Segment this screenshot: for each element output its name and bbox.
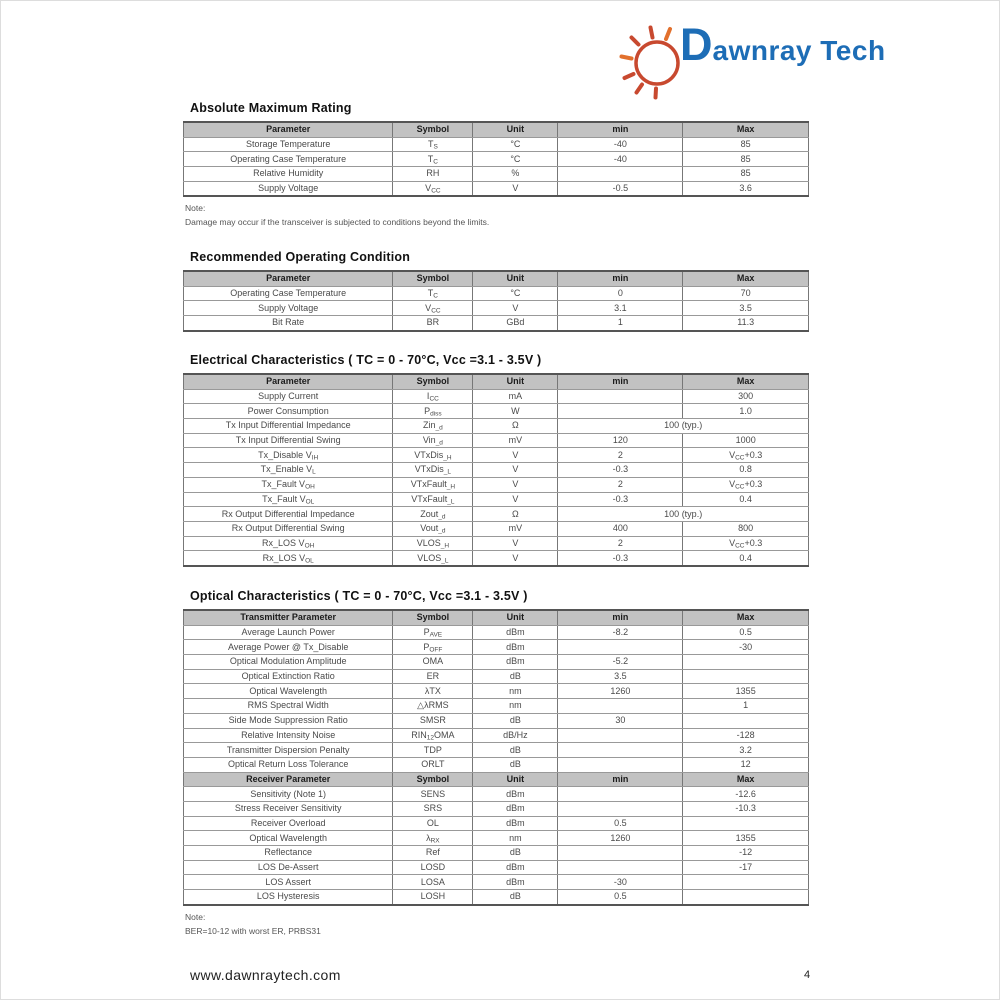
column-header: Symbol (393, 610, 473, 625)
table-row (184, 507, 809, 522)
column-header: min (558, 374, 683, 389)
column-header: min (558, 122, 683, 137)
table-cell: Vout$_{\_d}$ (393, 521, 473, 536)
table-cell: 2 (558, 477, 683, 492)
table-row (184, 757, 809, 772)
table-row (184, 640, 809, 655)
table-cell: -12.6 (683, 787, 809, 802)
table-cell: nm (473, 831, 558, 846)
table-cell: -10.3 (683, 801, 809, 816)
section-optical-characteristics (183, 589, 809, 938)
note-text: BER=10-12 with worst ER, PRBS31 (185, 925, 321, 936)
table-cell (558, 743, 683, 758)
table-cell: dB (473, 757, 558, 772)
column-header: Transmitter Parameter (184, 610, 393, 625)
table-row (184, 404, 809, 419)
table-cell: °C (473, 137, 558, 152)
table-cell: V (473, 551, 558, 566)
table-cell: dBm (473, 816, 558, 831)
table-cell (558, 167, 683, 182)
table-cell: $VLOS_{\_L}$ (393, 551, 473, 566)
table-cell (683, 669, 809, 684)
column-header: Receiver Parameter (184, 772, 393, 787)
section-recommended-operating-condition (183, 250, 809, 332)
table-cell (683, 816, 809, 831)
table-cell: Rx_LOS $V_{OH}$ (184, 536, 393, 551)
table-cell: -17 (683, 860, 809, 875)
table-row (184, 551, 809, 566)
table-cell: RMS Spectral Width (184, 699, 393, 714)
table-row (184, 477, 809, 492)
table-row (184, 655, 809, 670)
table-cell: SMSR (393, 713, 473, 728)
column-header: Unit (473, 772, 558, 787)
table-cell (558, 699, 683, 714)
table-cell: Relative Intensity Noise (184, 728, 393, 743)
optical-characteristics-table (183, 609, 809, 906)
table-cell: LOSA (393, 875, 473, 890)
table-cell: 0.5 (558, 890, 683, 905)
table-cell: $V_{CC}$ (393, 301, 473, 316)
table-cell: λTX (393, 684, 473, 699)
table-cell: OMA (393, 655, 473, 670)
table-cell: 100 (typ.) (558, 507, 809, 522)
recommended-operating-condition-table (183, 270, 809, 332)
table-cell: Supply Voltage (184, 301, 393, 316)
table-cell: -0.3 (558, 492, 683, 507)
table-row (184, 152, 809, 167)
table-cell: Stress Receiver Sensitivity (184, 801, 393, 816)
table-row (184, 625, 809, 640)
table-cell: dBm (473, 787, 558, 802)
table-cell: 0.4 (683, 492, 809, 507)
table-row (184, 684, 809, 699)
table-cell (683, 890, 809, 905)
table-cell: 0.5 (558, 816, 683, 831)
table-cell: Optical Extinction Ratio (184, 669, 393, 684)
table-cell (683, 713, 809, 728)
table-notes (185, 201, 809, 229)
table-cell: Zin$_{\_d}$ (393, 419, 473, 434)
column-header: Symbol (393, 374, 473, 389)
table-cell: VTxDis$_{\_L}$ (393, 463, 473, 478)
table-cell: -128 (683, 728, 809, 743)
column-header: Symbol (393, 271, 473, 286)
electrical-characteristics-table (183, 373, 809, 567)
table-cell: Average Power @ Tx_Disable (184, 640, 393, 655)
table-cell: TDP (393, 743, 473, 758)
table-cell: 120 (558, 433, 683, 448)
table-cell: 1 (558, 316, 683, 331)
table-cell: 1.0 (683, 404, 809, 419)
table-cell: Tx_Fault $V_{OL}$ (184, 492, 393, 507)
table-row (184, 860, 809, 875)
table-cell: Bit Rate (184, 316, 393, 331)
table-row (184, 137, 809, 152)
column-header: min (558, 271, 683, 286)
table-cell: 800 (683, 521, 809, 536)
table-cell (558, 846, 683, 861)
table-cell: VTxFault$_{\_H}$ (393, 477, 473, 492)
table-cell: 0.4 (683, 551, 809, 566)
brand-logo (611, 9, 886, 101)
table-row (184, 181, 809, 196)
table-cell: SRS (393, 801, 473, 816)
table-cell (683, 875, 809, 890)
table-row (184, 875, 809, 890)
table-cell: 100 (typ.) (558, 419, 809, 434)
table-cell: $P_{AVE}$ (393, 625, 473, 640)
table-cell: Optical Wavelength (184, 684, 393, 699)
table-cell: 3.1 (558, 301, 683, 316)
table-cell: Sensitivity (Note 1) (184, 787, 393, 802)
table-cell: LOS Assert (184, 875, 393, 890)
table-cell: Zout$_{\_d}$ (393, 507, 473, 522)
table-cell: 2 (558, 448, 683, 463)
table-row (184, 316, 809, 331)
table-cell: 3.2 (683, 743, 809, 758)
header-row (184, 772, 809, 787)
column-header: Symbol (393, 772, 473, 787)
footer-url: www.dawnraytech.com (190, 967, 341, 983)
table-cell: 1260 (558, 831, 683, 846)
table-cell: 300 (683, 389, 809, 404)
column-header: Max (683, 772, 809, 787)
table-cell: -0.3 (558, 463, 683, 478)
table-cell: V (473, 492, 558, 507)
table-row (184, 167, 809, 182)
table-cell: $VLOS_{\_H}$ (393, 536, 473, 551)
table-cell: 85 (683, 137, 809, 152)
column-header: Max (683, 122, 809, 137)
section-absolute-maximum-rating (183, 101, 809, 229)
table-cell (558, 860, 683, 875)
table-cell: Tx Input Differential Swing (184, 433, 393, 448)
column-header: Parameter (184, 122, 393, 137)
table-cell: mV (473, 521, 558, 536)
table-cell: 30 (558, 713, 683, 728)
table-cell: RH (393, 167, 473, 182)
table-cell: -30 (683, 640, 809, 655)
header-row (184, 122, 809, 137)
table-cell: °C (473, 286, 558, 301)
table-cell: LOSH (393, 890, 473, 905)
table-cell: Optical Modulation Amplitude (184, 655, 393, 670)
table-cell: dBm (473, 860, 558, 875)
column-header: Unit (473, 374, 558, 389)
table-cell: $V_{CC}$ (393, 181, 473, 196)
table-cell: 85 (683, 152, 809, 167)
note-text: Damage may occur if the transceiver is subjected to conditions beyond the limits. (185, 217, 490, 228)
note-text: Note: (185, 911, 206, 922)
table-cell: Ω (473, 419, 558, 434)
column-header: Max (683, 374, 809, 389)
section-electrical-characteristics (183, 353, 809, 567)
table-cell: -0.3 (558, 551, 683, 566)
table-notes (185, 910, 809, 938)
table-cell: nm (473, 684, 558, 699)
table-row (184, 463, 809, 478)
table-cell: $\lambda_{RX}$ (393, 831, 473, 846)
table-cell: % (473, 167, 558, 182)
table-cell: $V_{CC}+0.3$ (683, 448, 809, 463)
table-cell: 85 (683, 167, 809, 182)
table-cell (558, 728, 683, 743)
table-cell: Ref (393, 846, 473, 861)
table-cell: Rx_LOS $V_{OL}$ (184, 551, 393, 566)
table-cell: $P_{diss}$ (393, 404, 473, 419)
table-cell: SENS (393, 787, 473, 802)
table-cell: Power Consumption (184, 404, 393, 419)
table-row (184, 846, 809, 861)
header-row (184, 374, 809, 389)
table-cell: V (473, 301, 558, 316)
table-cell: 1260 (558, 684, 683, 699)
table-cell (558, 801, 683, 816)
table-cell: Tx Input Differential Impedance (184, 419, 393, 434)
column-header: Unit (473, 122, 558, 137)
table-cell: -40 (558, 137, 683, 152)
column-header: Parameter (184, 374, 393, 389)
table-row (184, 787, 809, 802)
table-cell: -5.2 (558, 655, 683, 670)
table-cell: V (473, 477, 558, 492)
table-cell: Relative Humidity (184, 167, 393, 182)
table-cell: LOSD (393, 860, 473, 875)
table-cell: dB (473, 846, 558, 861)
table-cell: Ω (473, 507, 558, 522)
column-header: Max (683, 271, 809, 286)
table-cell: BR (393, 316, 473, 331)
table-cell: Transmitter Dispersion Penalty (184, 743, 393, 758)
table-cell: $T_C$ (393, 286, 473, 301)
table-cell: LOS Hysteresis (184, 890, 393, 905)
table-cell: dB (473, 713, 558, 728)
table-row (184, 743, 809, 758)
section-title: Electrical Characteristics ( TC = 0 - 70°C, Vcc =3.1 - 3.5V ) (190, 353, 542, 367)
table-cell: Rx Output Differential Swing (184, 521, 393, 536)
table-cell: dB/Hz (473, 728, 558, 743)
table-cell: Supply Current (184, 389, 393, 404)
table-cell (558, 404, 683, 419)
section-title: Absolute Maximum Rating (190, 101, 352, 115)
table-cell: dBm (473, 801, 558, 816)
table-cell: OL (393, 816, 473, 831)
table-cell: 3.5 (558, 669, 683, 684)
page-number: 4 (804, 969, 811, 981)
table-cell: 400 (558, 521, 683, 536)
table-cell: dB (473, 743, 558, 758)
table-row (184, 389, 809, 404)
table-cell: 0 (558, 286, 683, 301)
header-row (184, 610, 809, 625)
table-row (184, 728, 809, 743)
table-cell: 70 (683, 286, 809, 301)
table-cell: 12 (683, 757, 809, 772)
table-cell: $T_S$ (393, 137, 473, 152)
column-header: Parameter (184, 271, 393, 286)
table-cell: LOS De-Assert (184, 860, 393, 875)
table-cell: V (473, 463, 558, 478)
table-row (184, 448, 809, 463)
table-cell: Tx_Disable $V_{IH}$ (184, 448, 393, 463)
table-row (184, 713, 809, 728)
table-row (184, 419, 809, 434)
table-cell: nm (473, 699, 558, 714)
table-cell: 3.6 (683, 181, 809, 196)
table-cell: 1 (683, 699, 809, 714)
table-cell: Side Mode Suppression Ratio (184, 713, 393, 728)
table-cell: dBm (473, 655, 558, 670)
table-row (184, 801, 809, 816)
table-cell: Operating Case Temperature (184, 152, 393, 167)
table-cell: Optical Return Loss Tolerance (184, 757, 393, 772)
table-row (184, 286, 809, 301)
table-cell: V (473, 448, 558, 463)
column-header: min (558, 772, 683, 787)
column-header: Symbol (393, 122, 473, 137)
table-cell (558, 640, 683, 655)
brand-name: Dawnray Tech (680, 19, 886, 70)
table-cell: $V_{CC}+0.3$ (683, 536, 809, 551)
table-cell: VTxFault$_{\_L}$ (393, 492, 473, 507)
table-cell: Operating Case Temperature (184, 286, 393, 301)
table-cell: -8.2 (558, 625, 683, 640)
table-cell: Vin$_{\_d}$ (393, 433, 473, 448)
table-row (184, 669, 809, 684)
table-cell (558, 757, 683, 772)
table-cell (558, 787, 683, 802)
table-cell: 1000 (683, 433, 809, 448)
table-cell: ER (393, 669, 473, 684)
table-cell: dB (473, 890, 558, 905)
table-cell: $I_{CC}$ (393, 389, 473, 404)
table-cell (683, 655, 809, 670)
note-text: Note: (185, 203, 206, 214)
table-row (184, 816, 809, 831)
column-header: Unit (473, 271, 558, 286)
column-header: Unit (473, 610, 558, 625)
table-cell: Tx_Fault $V_{OH}$ (184, 477, 393, 492)
table-cell: $P_{OFF}$ (393, 640, 473, 655)
column-header: min (558, 610, 683, 625)
table-cell: dBm (473, 640, 558, 655)
table-cell: $V_{CC}+0.3$ (683, 477, 809, 492)
table-cell: △λRMS (393, 699, 473, 714)
table-row (184, 536, 809, 551)
table-cell: -12 (683, 846, 809, 861)
table-cell: 3.5 (683, 301, 809, 316)
table-cell: Supply Voltage (184, 181, 393, 196)
table-row (184, 521, 809, 536)
table-cell: 1355 (683, 684, 809, 699)
header-row (184, 271, 809, 286)
table-cell: Reflectance (184, 846, 393, 861)
table-cell: -30 (558, 875, 683, 890)
table-cell: VTxDis$_{\_H}$ (393, 448, 473, 463)
table-row (184, 831, 809, 846)
table-cell: Storage Temperature (184, 137, 393, 152)
table-cell: Optical Wavelength (184, 831, 393, 846)
table-cell: -40 (558, 152, 683, 167)
absolute-maximum-rating-table (183, 121, 809, 197)
table-cell: $T_C$ (393, 152, 473, 167)
table-cell: GBd (473, 316, 558, 331)
table-cell: Average Launch Power (184, 625, 393, 640)
table-row (184, 890, 809, 905)
table-cell: °C (473, 152, 558, 167)
table-row (184, 433, 809, 448)
table-cell: 0.5 (683, 625, 809, 640)
table-cell: V (473, 536, 558, 551)
table-cell (558, 389, 683, 404)
table-cell: 2 (558, 536, 683, 551)
table-cell: 0.8 (683, 463, 809, 478)
table-cell: V (473, 181, 558, 196)
table-cell: 1355 (683, 831, 809, 846)
table-cell: mA (473, 389, 558, 404)
section-title: Recommended Operating Condition (190, 250, 411, 264)
section-title: Optical Characteristics ( TC = 0 - 70°C, Vcc =3.1 - 3.5V ) (190, 589, 528, 603)
table-cell: dBm (473, 875, 558, 890)
table-row (184, 699, 809, 714)
table-cell: Rx Output Differential Impedance (184, 507, 393, 522)
table-cell: mV (473, 433, 558, 448)
table-cell: Tx_Enable $V_L$ (184, 463, 393, 478)
table-row (184, 301, 809, 316)
table-cell: 11.3 (683, 316, 809, 331)
table-cell: dBm (473, 625, 558, 640)
table-cell: ORLT (393, 757, 473, 772)
table-cell: dB (473, 669, 558, 684)
table-cell: -0.5 (558, 181, 683, 196)
table-cell: Receiver Overload (184, 816, 393, 831)
table-cell: W (473, 404, 558, 419)
table-cell: $RIN_{12}OMA$ (393, 728, 473, 743)
column-header: Max (683, 610, 809, 625)
table-row (184, 492, 809, 507)
